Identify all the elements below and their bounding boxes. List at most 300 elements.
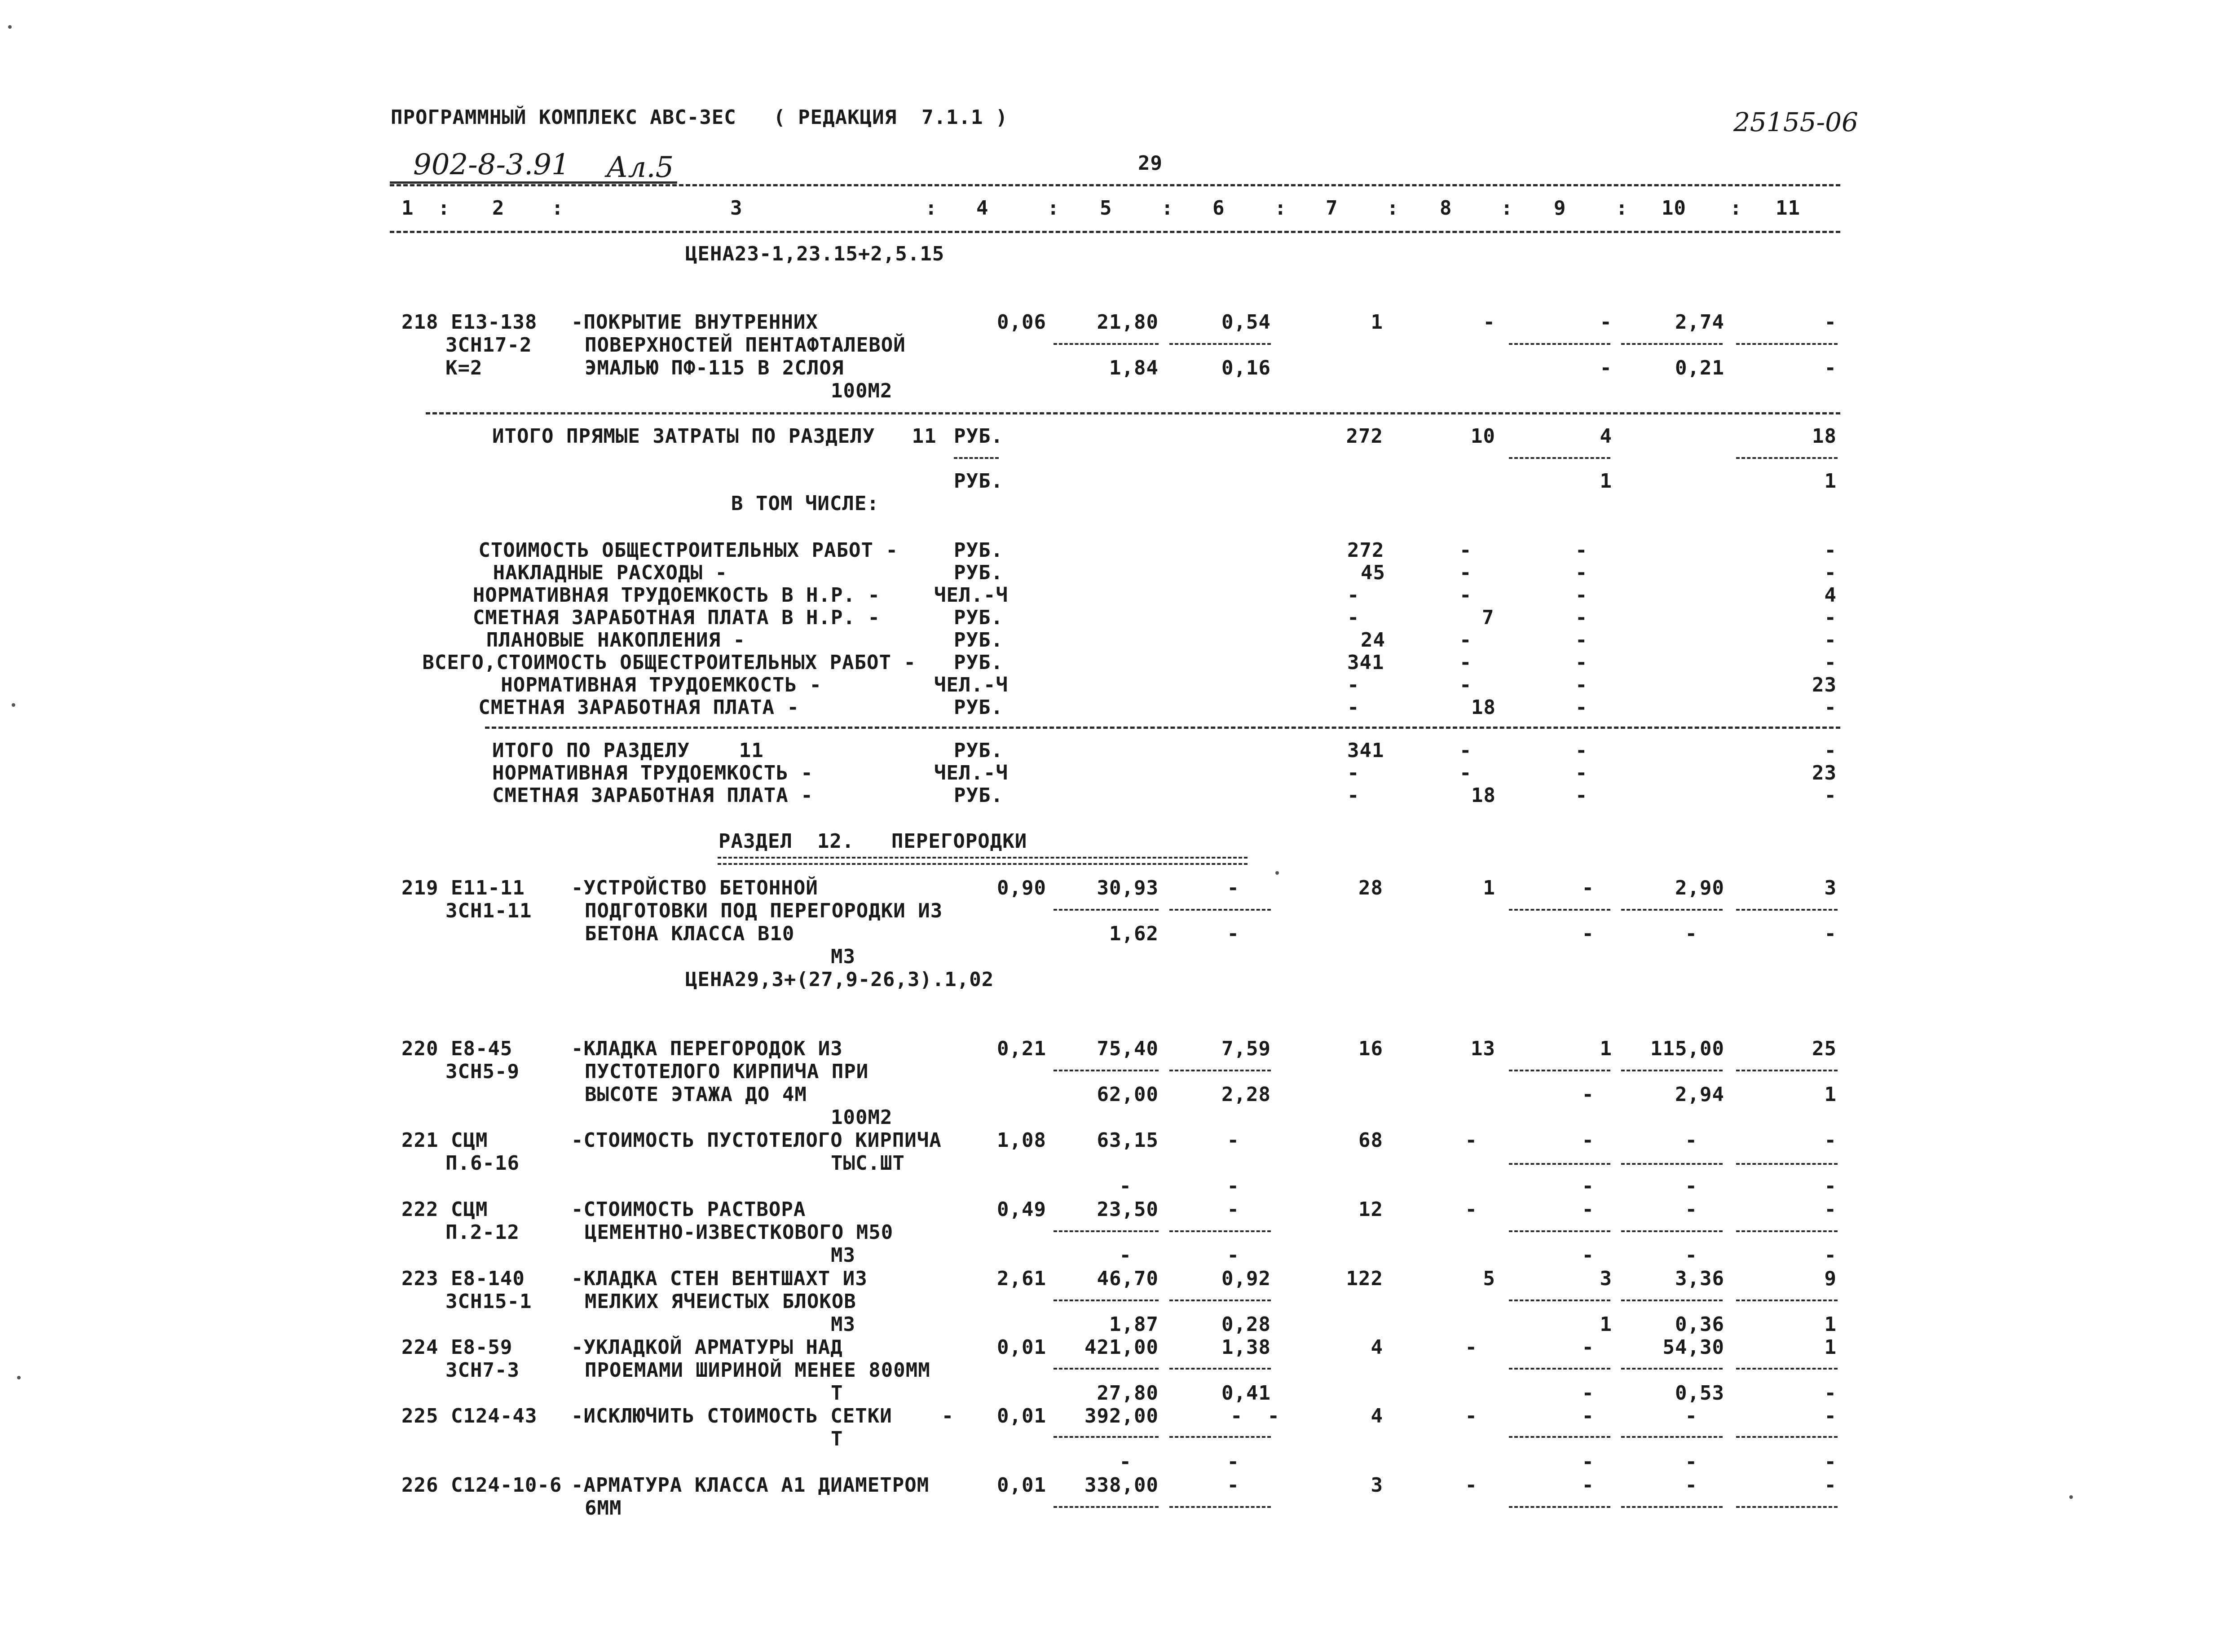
cell-c11: 23 <box>1812 674 1837 696</box>
cell-c9: - <box>1575 606 1588 629</box>
cell-c8: - <box>1459 651 1472 674</box>
item-desc: ПОДГОТОВКИ ПОД ПЕРЕГОРОДКИ ИЗ <box>585 899 943 922</box>
cell-c8: 5 <box>1483 1267 1495 1290</box>
header-rule-bottom <box>390 231 1840 233</box>
cell-c9: - <box>1582 1405 1594 1427</box>
cell-c7: 12 <box>1358 1198 1383 1221</box>
cell-c4: 2,61 <box>997 1267 1046 1290</box>
cell-c4: 0,01 <box>997 1336 1046 1359</box>
cell-c9: - <box>1575 539 1588 562</box>
cell-c10: - <box>1685 1474 1697 1497</box>
cell-c11b: 1 <box>1824 470 1837 493</box>
summary-unit: ЧЕЛ.-Ч <box>934 584 1008 607</box>
total-direct-unit-2: РУБ. <box>954 470 1003 493</box>
cell-c8: 13 <box>1471 1037 1495 1060</box>
handwritten-stamp-number: 25155-06 <box>1733 107 1858 137</box>
summary-unit: РУБ. <box>954 606 1003 629</box>
cell-rule <box>1621 909 1723 911</box>
cell-rule <box>1169 1070 1271 1071</box>
cell-c5b: 1,84 <box>1109 357 1159 379</box>
header-rule-top <box>390 184 1840 186</box>
cell-c6: - <box>1227 1198 1239 1221</box>
cell-rule <box>1054 1368 1159 1370</box>
cell-c7: 272 <box>1346 425 1383 448</box>
cell-c9: - <box>1582 1129 1594 1152</box>
cell-c11: - <box>1824 1474 1837 1497</box>
col-1: 1 <box>401 197 414 220</box>
cell-c10b: - <box>1685 1175 1697 1198</box>
cell-c6b: - <box>1227 1244 1239 1267</box>
including-label: В ТОМ ЧИСЛЕ: <box>731 492 879 515</box>
item-code-2: ЗСН5-9 <box>445 1060 520 1083</box>
cell-c7: 3 <box>1371 1474 1383 1497</box>
item-desc: ЦЕМЕНТНО-ИЗВЕСТКОВОГО М50 <box>585 1221 894 1244</box>
cell-c9b: - <box>1582 1083 1594 1106</box>
cell-c8: - <box>1459 561 1472 584</box>
cell-c9b: - <box>1582 1450 1594 1473</box>
section-title: РАЗДЕЛ 12. ПЕРЕГОРОДКИ <box>719 830 1027 853</box>
cell-c7: 4 <box>1371 1405 1383 1427</box>
cell-rule <box>1054 1300 1159 1301</box>
item-code-2: П.6-16 <box>445 1152 520 1175</box>
cell-c7: 4 <box>1371 1336 1383 1359</box>
item-code-2: ЗСН15-1 <box>445 1290 532 1313</box>
item-code: 220 Е8-45 <box>401 1037 513 1060</box>
cell-c11: - <box>1824 539 1837 562</box>
item-unit: М3 <box>831 1244 855 1267</box>
summary-label: СМЕТНАЯ ЗАРАБОТНАЯ ПЛАТА - <box>478 696 799 719</box>
album-label: Ал.5 <box>606 151 674 184</box>
cell-rule <box>1509 343 1610 345</box>
col-11: 11 <box>1776 197 1800 220</box>
item-desc: -КЛАДКА СТЕН ВЕНТШАХТ ИЗ <box>571 1267 868 1290</box>
cell-c5: 30,93 <box>1097 877 1159 899</box>
item-unit: М3 <box>831 945 855 968</box>
cell-c9: - <box>1582 1474 1594 1497</box>
col-5: 5 <box>1100 197 1112 220</box>
summary-unit: РУБ. <box>954 629 1003 652</box>
cell-rule <box>1169 909 1271 911</box>
cell-c10b: - <box>1685 1450 1697 1473</box>
summary-label: СТОИМОСТЬ ОБЩЕСТРОИТЕЛЬНЫХ РАБОТ - <box>478 539 898 562</box>
cell-c11b: 1 <box>1824 1313 1837 1336</box>
cell-c6b: 0,41 <box>1221 1382 1271 1405</box>
scan-speck <box>2069 1495 2073 1499</box>
cell-c9: - <box>1575 784 1588 807</box>
summary-label: ПЛАНОВЫЕ НАКОПЛЕНИЯ - <box>486 629 745 652</box>
cell-c11: 1 <box>1824 1336 1837 1359</box>
cell-c7: - <box>1347 674 1360 696</box>
item-code: 221 СЦМ <box>401 1129 488 1152</box>
item-unit: 100М2 <box>831 379 893 402</box>
cell-rule <box>1054 1506 1159 1508</box>
cell-c5: 421,00 <box>1084 1336 1159 1359</box>
cell-c8: 7 <box>1482 606 1494 629</box>
cell-c8: - <box>1459 629 1472 652</box>
cell-rule <box>1054 1070 1159 1071</box>
cell-c4: 0,06 <box>997 311 1046 334</box>
summary-unit: ЧЕЛ.-Ч <box>934 674 1008 696</box>
item-code-2: ЗСН17-2 <box>445 334 532 357</box>
item-code: 219 Е11-11 <box>401 877 525 899</box>
summary-unit: РУБ. <box>954 561 1003 584</box>
col-10: 10 <box>1662 197 1686 220</box>
cell-rule <box>1736 1368 1838 1370</box>
col-sep: : <box>1501 197 1513 220</box>
cell-c5: 338,00 <box>1084 1474 1159 1497</box>
cell-c8: - <box>1483 311 1495 334</box>
cell-c10: - <box>1685 1198 1697 1221</box>
cell-c11b: - <box>1824 1244 1837 1267</box>
cell-rule <box>1736 1300 1838 1301</box>
cell-c10b: - <box>1685 1244 1697 1267</box>
price-formula: ЦЕНА29,3+(27,9-26,3).1,02 <box>685 968 994 991</box>
cell-c5: 46,70 <box>1097 1267 1159 1290</box>
cell-c7: 45 <box>1361 561 1385 584</box>
summary-label: НАКЛАДНЫЕ РАСХОДЫ - <box>493 561 727 584</box>
cell-c9: 1 <box>1600 1037 1612 1060</box>
cell-c6: 7,59 <box>1221 1037 1271 1060</box>
item-desc: -КЛАДКА ПЕРЕГОРОДОК ИЗ <box>571 1037 843 1060</box>
cell-rule <box>1736 1506 1838 1508</box>
item-desc: ВЫСОТЕ ЭТАЖА ДО 4М <box>585 1083 807 1106</box>
cell-c6: 0,92 <box>1221 1267 1271 1290</box>
item-desc: ЭМАЛЬЮ ПФ-115 В 2СЛОЯ <box>585 357 844 379</box>
item-desc: БЕТОНА КЛАССА В10 <box>585 922 795 945</box>
cell-c6: - <box>1227 877 1239 899</box>
totals-unit: ЧЕЛ.-Ч <box>934 762 1008 784</box>
cell-c5: 63,15 <box>1097 1129 1159 1152</box>
cell-rule <box>1621 1506 1723 1508</box>
cell-c4: 0,01 <box>997 1474 1046 1497</box>
section-rule <box>426 412 1840 414</box>
cell-c7: 341 <box>1347 739 1384 762</box>
cell-c11b: - <box>1824 922 1837 945</box>
cell-c8: - <box>1465 1198 1477 1221</box>
col-3: 3 <box>730 197 743 220</box>
cell-c11: - <box>1824 1129 1837 1152</box>
scan-speck <box>12 703 15 707</box>
cell-c7: - <box>1347 696 1360 719</box>
cell-c7: - <box>1347 584 1360 607</box>
cell-c7: 1 <box>1371 311 1383 334</box>
cell-c9b: - <box>1582 1175 1594 1198</box>
price-formula: ЦЕНА23-1,23.15+2,5.15 <box>685 242 945 265</box>
cell-c10b: - <box>1685 922 1697 945</box>
item-code: 225 С124-43 <box>401 1405 538 1427</box>
cell-rule <box>1169 343 1271 345</box>
totals-label: СМЕТНАЯ ЗАРАБОТНАЯ ПЛАТА - <box>492 784 813 807</box>
totals-unit: РУБ. <box>954 739 1003 762</box>
cell-c8: 18 <box>1471 696 1496 719</box>
cell-rule <box>1736 909 1838 911</box>
cell-c11b: - <box>1824 357 1837 379</box>
item-desc: -УКЛАДКОЙ АРМАТУРЫ НАД <box>571 1336 843 1359</box>
cell-rule <box>1509 1300 1610 1301</box>
cell-c7: 272 <box>1347 539 1384 562</box>
item-code: 224 Е8-59 <box>401 1336 513 1359</box>
item-desc: МЕЛКИХ ЯЧЕИСТЫХ БЛОКОВ <box>585 1290 856 1313</box>
item-desc: -ПОКРЫТИЕ ВНУТРЕННИХ <box>571 311 818 334</box>
cell-c8: - <box>1459 762 1472 784</box>
cell-rule <box>1054 1436 1159 1438</box>
totals-label: ИТОГО ПО РАЗДЕЛУ 11 <box>492 739 764 762</box>
cell-c5: 392,00 <box>1084 1405 1159 1427</box>
cell-rule <box>1169 1300 1271 1301</box>
cell-c11: - <box>1824 606 1837 629</box>
cell-c4: 0,21 <box>997 1037 1046 1060</box>
cell-c6b: - <box>1227 1175 1239 1198</box>
page-number: 29 <box>1138 152 1163 175</box>
cell-rule <box>1736 457 1838 459</box>
cell-rule <box>1621 1436 1723 1438</box>
cell-c5b: 1,87 <box>1109 1313 1159 1336</box>
document-code: 902-8-3.91 <box>413 148 570 181</box>
cell-rule <box>1054 909 1159 911</box>
col-7: 7 <box>1326 197 1338 220</box>
item-desc: ПРОЕМАМИ ШИРИНОЙ МЕНЕЕ 800ММ <box>585 1359 930 1382</box>
summary-label: НОРМАТИВНАЯ ТРУДОЕМКОСТЬ В Н.Р. - <box>472 584 880 607</box>
item-unit: М3 <box>831 1313 855 1336</box>
cell-c9: - <box>1575 584 1588 607</box>
col-8: 8 <box>1440 197 1452 220</box>
cell-c8: - <box>1459 739 1472 762</box>
item-desc: -ИСКЛЮЧИТЬ СТОИМОСТЬ СЕТКИ - <box>571 1405 954 1427</box>
item-desc: 6ММ <box>585 1497 622 1520</box>
cell-c7: 28 <box>1358 877 1383 899</box>
item-desc: -УСТРОЙСТВО БЕТОННОЙ <box>571 877 818 899</box>
cell-rule <box>1621 1230 1723 1232</box>
item-code: 226 С124-10-6 <box>401 1474 562 1497</box>
cell-c10b: 0,21 <box>1675 357 1724 379</box>
cell-c9: - <box>1575 762 1588 784</box>
cell-rule <box>1169 1368 1271 1370</box>
summary-unit: РУБ. <box>954 651 1003 674</box>
total-direct-unit: РУБ. <box>954 425 1003 448</box>
cell-c10: - <box>1685 1405 1697 1427</box>
item-code-2: ЗСН1-11 <box>445 899 532 922</box>
cell-c7: 68 <box>1358 1129 1383 1152</box>
cell-c4: 0,01 <box>997 1405 1046 1427</box>
cell-c11: - <box>1824 651 1837 674</box>
col-sep: : <box>1616 197 1628 220</box>
totals-unit: РУБ. <box>954 784 1003 807</box>
cell-rule <box>1509 1163 1610 1165</box>
cell-c11b: - <box>1824 1382 1837 1405</box>
cell-c9: - <box>1575 651 1588 674</box>
item-code-2: ЗСН7-3 <box>445 1359 520 1382</box>
col-sep: : <box>1387 197 1399 220</box>
item-desc: ПОВЕРХНОСТЕЙ ПЕНТАФТАЛЕВОЙ <box>585 334 906 357</box>
cell-rule <box>1509 457 1610 459</box>
cell-c8: - <box>1465 1336 1477 1359</box>
summary-label: СМЕТНАЯ ЗАРАБОТНАЯ ПЛАТА В Н.Р. - <box>472 606 880 629</box>
program-header: ПРОГРАММНЫЙ КОМПЛЕКС АВС-ЗЕС ( РЕДАКЦИЯ 7.1.1 ) <box>391 106 1008 129</box>
col-sep: : <box>438 197 450 220</box>
cell-c6: - <box>1227 1129 1239 1152</box>
scan-speck <box>1275 871 1279 875</box>
cell-c8: - <box>1465 1405 1477 1427</box>
cell-rule <box>1621 1070 1723 1071</box>
cell-c8: - <box>1459 674 1472 696</box>
cell-c7: - <box>1347 762 1360 784</box>
col-sep: : <box>1047 197 1060 220</box>
cell-c6b: - <box>1227 922 1239 945</box>
cell-rule <box>1621 343 1723 345</box>
cell-c11: - <box>1824 1198 1837 1221</box>
cell-c6: 1,38 <box>1221 1336 1271 1359</box>
total-direct-label: ИТОГО ПРЯМЫЕ ЗАТРАТЫ ПО РАЗДЕЛУ 11 <box>492 425 937 448</box>
cell-c9b: - <box>1582 922 1594 945</box>
cell-c9: - <box>1575 629 1588 652</box>
cell-c9: - <box>1600 311 1612 334</box>
cell-c5b: - <box>1119 1244 1132 1267</box>
col-sep: : <box>925 197 938 220</box>
cell-rule <box>1509 1230 1610 1232</box>
col-2: 2 <box>492 197 505 220</box>
cell-c10: 3,36 <box>1675 1267 1724 1290</box>
cell-c6b: - <box>1227 1450 1239 1473</box>
cell-rule <box>1736 1436 1838 1438</box>
cell-c11: - <box>1824 739 1837 762</box>
cell-c11b: - <box>1824 1175 1837 1198</box>
summary-unit: РУБ. <box>954 696 1003 719</box>
cell-c5: 75,40 <box>1097 1037 1159 1060</box>
cell-c11: - <box>1824 311 1837 334</box>
cell-c8: - <box>1465 1474 1477 1497</box>
cell-rule <box>954 457 999 459</box>
cell-c7: 341 <box>1347 651 1384 674</box>
cell-c11: - <box>1824 629 1837 652</box>
cell-c11: - <box>1824 696 1837 719</box>
cell-rule <box>1509 1368 1610 1370</box>
col-sep: : <box>551 197 564 220</box>
scan-speck <box>17 1376 21 1379</box>
cell-c9: - <box>1582 877 1594 899</box>
cell-c5b: 62,00 <box>1097 1083 1159 1106</box>
cell-c4: 0,90 <box>997 877 1046 899</box>
item-unit: ТЫС.ШТ <box>831 1152 905 1175</box>
cell-rule <box>1054 343 1159 345</box>
item-unit: Т <box>831 1382 843 1405</box>
cell-c6: - - <box>1230 1405 1280 1427</box>
item-desc: -СТОИМОСТЬ РАСТВОРА <box>571 1198 806 1221</box>
cell-c9: 4 <box>1600 425 1612 448</box>
cell-c8: 18 <box>1471 784 1496 807</box>
cell-c10: 54,30 <box>1662 1336 1724 1359</box>
cell-c6b: 2,28 <box>1221 1083 1271 1106</box>
summary-label: ВСЕГО,СТОИМОСТЬ ОБЩЕСТРОИТЕЛЬНЫХ РАБОТ - <box>422 651 916 674</box>
col-9: 9 <box>1554 197 1566 220</box>
cell-c11: 9 <box>1824 1267 1837 1290</box>
cell-c11: 18 <box>1812 425 1837 448</box>
cell-c11: - <box>1824 784 1837 807</box>
item-code: 218 Е13-138 <box>401 311 538 334</box>
cell-rule <box>1621 1163 1723 1165</box>
col-sep: : <box>1274 197 1287 220</box>
col-sep: : <box>1161 197 1174 220</box>
cell-c8: 10 <box>1471 425 1495 448</box>
cell-c9: - <box>1575 696 1588 719</box>
cell-c10: 115,00 <box>1650 1037 1724 1060</box>
item-code: 223 Е8-140 <box>401 1267 525 1290</box>
section-title-underline <box>718 857 1248 865</box>
item-unit: 100М2 <box>831 1106 893 1129</box>
cell-c7: - <box>1347 606 1360 629</box>
cell-rule <box>1054 1230 1159 1232</box>
section-rule <box>485 727 1840 729</box>
cell-c5b: 1,62 <box>1109 922 1159 945</box>
cell-c7: 16 <box>1358 1037 1383 1060</box>
cell-rule <box>1736 1163 1838 1165</box>
summary-unit: РУБ. <box>954 539 1003 562</box>
col-6: 6 <box>1212 197 1225 220</box>
cell-c10b: 0,53 <box>1675 1382 1724 1405</box>
cell-c9: - <box>1575 739 1588 762</box>
cell-rule <box>1736 1230 1838 1232</box>
cell-c10: - <box>1685 1129 1697 1152</box>
cell-c9b: - <box>1582 1382 1594 1405</box>
item-code: 222 СЦМ <box>401 1198 488 1221</box>
cell-c11: 4 <box>1824 584 1837 607</box>
cell-rule <box>1621 1300 1723 1301</box>
cell-rule <box>1509 1436 1610 1438</box>
cell-c9b: - <box>1600 357 1612 379</box>
cell-c9: - <box>1575 561 1588 584</box>
cell-c5: 21,80 <box>1097 311 1159 334</box>
cell-rule <box>1736 1070 1838 1071</box>
item-unit: Т <box>831 1427 843 1450</box>
cell-rule <box>1169 1506 1271 1508</box>
cell-c7: - <box>1347 784 1360 807</box>
col-4: 4 <box>976 197 989 220</box>
scan-speck <box>8 25 12 29</box>
cell-c9: - <box>1582 1336 1594 1359</box>
cell-c7: 122 <box>1346 1267 1383 1290</box>
cell-rule <box>1621 1368 1723 1370</box>
cell-c8: - <box>1465 1129 1477 1152</box>
cell-c11: - <box>1824 561 1837 584</box>
cell-rule <box>1509 1506 1610 1508</box>
cell-c10: 2,74 <box>1675 311 1724 334</box>
cell-c5b: 27,80 <box>1097 1382 1159 1405</box>
cell-c11: 23 <box>1812 762 1837 784</box>
cell-c6b: 0,16 <box>1221 357 1271 379</box>
cell-c11b: - <box>1824 1450 1837 1473</box>
cell-c6: - <box>1227 1474 1239 1497</box>
cell-rule <box>1736 343 1838 345</box>
cell-c9: - <box>1575 674 1588 696</box>
cell-c5: 23,50 <box>1097 1198 1159 1221</box>
item-desc: ПУСТОТЕЛОГО КИРПИЧА ПРИ <box>585 1060 869 1083</box>
cell-c9b: 1 <box>1600 1313 1612 1336</box>
cell-c10b: 0,36 <box>1675 1313 1724 1336</box>
cell-c9: - <box>1582 1198 1594 1221</box>
cell-c4: 0,49 <box>997 1198 1046 1221</box>
cell-c6: 0,54 <box>1221 311 1271 334</box>
cell-c11: 25 <box>1812 1037 1837 1060</box>
cell-c9b: 1 <box>1600 470 1612 493</box>
cell-c10b: 2,94 <box>1675 1083 1724 1106</box>
cell-c11b: 1 <box>1824 1083 1837 1106</box>
cell-c11: - <box>1824 1405 1837 1427</box>
cell-c4: 1,08 <box>997 1129 1046 1152</box>
cell-c9: 3 <box>1600 1267 1612 1290</box>
totals-label: НОРМАТИВНАЯ ТРУДОЕМКОСТЬ - <box>492 762 813 784</box>
doc-code-underline <box>390 181 677 184</box>
item-desc: -СТОИМОСТЬ ПУСТОТЕЛОГО КИРПИЧА <box>571 1129 942 1152</box>
item-desc: -АРМАТУРА КЛАССА А1 ДИАМЕТРОМ <box>571 1474 930 1497</box>
